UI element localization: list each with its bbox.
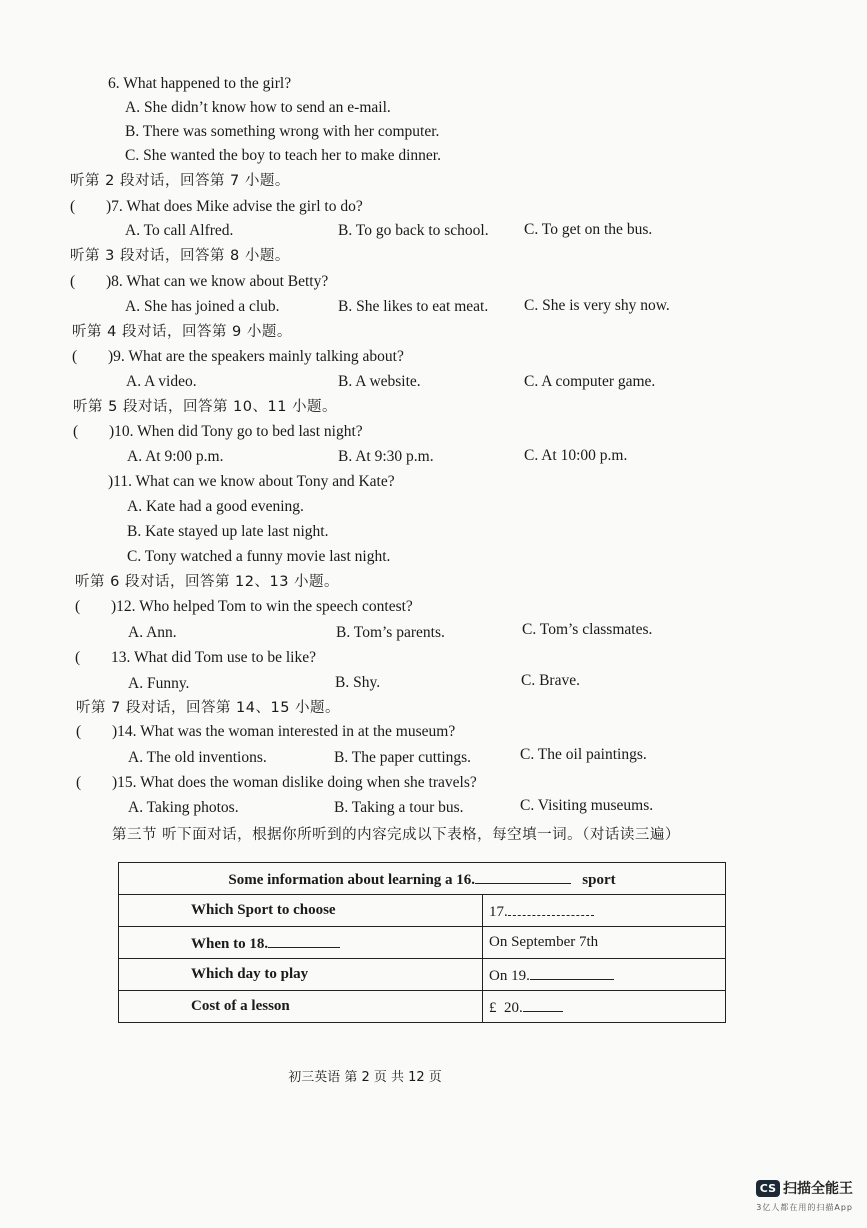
q12-option-b: B. Tom’s parents. [336,624,445,641]
q14-row [76,722,455,742]
q9-option-b: B. A website. [338,373,421,390]
q11-option-a: A. Kate had a good evening. [127,498,304,515]
blank-20-number: 20. [504,999,523,1016]
blank-17-number: 17. [489,903,508,920]
q6-stem: 6. What happened to the girl? [108,75,292,92]
q15-option-b: B. Taking a tour bus. [334,799,464,816]
q12-row [75,597,413,617]
answer-paren: ( [70,273,76,290]
answer-paren: ( [73,423,79,440]
watermark-name: 扫描全能王 [783,1181,853,1197]
part-3-instruction: 第三节 听下面对话，根据你所听到的内容完成以下表格，每空填一词。（对话读三遍） [112,827,680,843]
q12-option-a: A. Ann. [128,624,177,641]
q14-stem: )14. What was the woman interested in at the museum? [112,723,456,740]
section-3-instruction: 听第 3 段对话，回答第 8 小题。 [70,248,290,264]
q8-stem: )8. What can we know about Betty? [106,273,329,290]
q8-option-c: C. She is very shy now. [524,297,670,314]
camscanner-logo-icon: CS [756,1180,780,1197]
q13-option-c: C. Brave. [521,672,580,689]
q14-option-b: B. The paper cuttings. [334,749,472,766]
blank-19-number: 19. [511,967,530,984]
q15-option-a: A. Taking photos. [128,799,239,816]
answer-paren: ( [72,348,78,365]
q13-stem: 13. What did Tom use to be like? [111,649,316,666]
q13-option-a: A. Funny. [128,675,190,692]
q12-stem: )12. Who helped Tom to win the speech contest? [111,598,413,615]
blank-19[interactable] [530,965,614,980]
table-header-suffix: sport [582,871,616,888]
table-header [119,863,726,895]
blank-18-number: 18. [249,935,269,952]
row-cost-value [483,991,726,1023]
q7-row [70,197,363,217]
table-header-text: Some information about learning a [228,871,457,888]
q10-stem: )10. When did Tony go to bed last night? [109,423,363,440]
row-day-value [483,959,726,991]
scanner-watermark [756,1178,853,1213]
q12-option-c: C. Tom’s classmates. [522,621,653,638]
row-when-label [119,927,483,959]
q15-stem: )15. What does the woman dislike doing when she travels? [112,774,477,791]
q13-row [75,648,316,668]
row-day-label: Which day to play [119,959,483,991]
row-cost-label: Cost of a lesson [119,991,483,1023]
q15-option-c: C. Visiting museums. [520,797,654,814]
section-4-instruction: 听第 4 段对话，回答第 9 小题。 [72,324,292,340]
answer-paren: ( [76,723,82,740]
q7-option-c: C. To get on the bus. [524,221,653,238]
blank-17[interactable] [508,901,594,916]
q6-option-b: B. There was something wrong with her computer. [125,123,440,140]
row-when-value: On September 7th [483,927,726,959]
q6-option-c: C. She wanted the boy to teach her to make dinner. [125,147,441,164]
info-table [118,862,726,1023]
q9-option-a: A. A video. [126,373,197,390]
page-footer: 初三英语 第 2 页 共 12 页 [288,1070,442,1085]
answer-paren: ( [76,774,82,791]
section-2-instruction: 听第 2 段对话，回答第 7 小题。 [70,173,290,189]
q7-option-b: B. To go back to school. [338,222,489,239]
q7-stem: )7. What does Mike advise the girl to do? [106,198,363,215]
q15-row [76,773,477,793]
q8-row [70,272,328,292]
blank-18[interactable] [268,933,340,948]
q10-row [73,422,363,442]
q13-option-b: B. Shy. [335,674,381,691]
q11-stem: )11. What can we know about Tony and Kate? [108,473,395,490]
section-5-instruction: 听第 5 段对话，回答第 10、11 小题。 [73,399,338,415]
q11-option-b: B. Kate stayed up late last night. [127,523,329,540]
q14-option-a: A. The old inventions. [128,749,267,766]
blank-16[interactable] [475,869,571,884]
q9-row [72,347,404,367]
row-sport-value [483,895,726,927]
answer-paren: ( [70,198,76,215]
row-when-text: When to [191,935,250,952]
answer-paren: ( [75,598,81,615]
watermark-tagline: 3亿人都在用的扫描App [756,1203,853,1212]
section-7-instruction: 听第 7 段对话，回答第 14、15 小题。 [76,700,341,716]
row-sport-label: Which Sport to choose [119,895,483,927]
q7-option-a: A. To call Alfred. [125,222,234,239]
answer-paren: ( [75,649,81,666]
q10-option-b: B. At 9:30 p.m. [338,448,434,465]
q9-stem: )9. What are the speakers mainly talking about? [108,348,404,365]
currency-symbol: £ [489,999,497,1016]
q10-option-a: A. At 9:00 p.m. [127,448,224,465]
row-day-prefix: On [489,967,512,984]
q8-option-a: A. She has joined a club. [125,298,280,315]
q9-option-c: C. A computer game. [524,373,656,390]
blank-20[interactable] [523,997,563,1012]
blank-16-number: 16. [456,871,476,888]
section-6-instruction: 听第 6 段对话，回答第 12、13 小题。 [75,574,340,590]
q8-option-b: B. She likes to eat meat. [338,298,489,315]
q14-option-c: C. The oil paintings. [520,746,647,763]
q11-option-c: C. Tony watched a funny movie last night. [127,548,391,565]
q10-option-c: C. At 10:00 p.m. [524,447,628,464]
q6-option-a: A. She didn’t know how to send an e-mail. [125,99,391,116]
